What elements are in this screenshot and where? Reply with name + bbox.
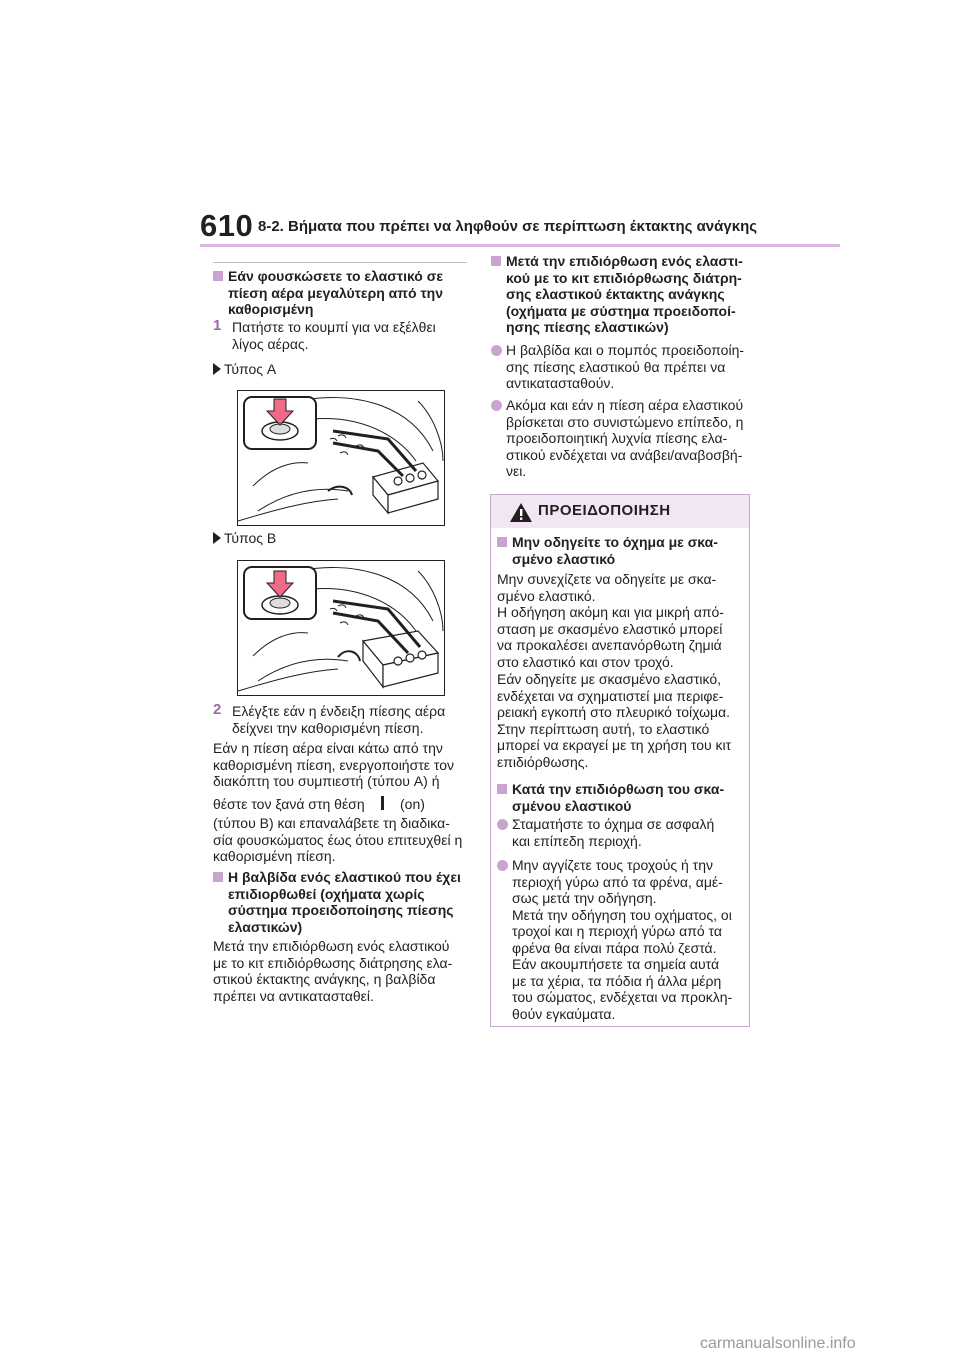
section-valve-no-tpms-text: Μετά την επιδιόρθωση ενός ελαστικού με το κιτ επιδιόρθωσης διάτρησης ελα- στικού έκτακτης ανάγκης, η βαλβίδα πρέπει να αντικατασταθεί. [213, 938, 453, 1004]
figure-type-a-drawing [238, 391, 444, 525]
warning-triangle-icon [509, 502, 533, 523]
section-square-marker [491, 256, 501, 266]
type-a-label: Τύπος A [224, 361, 277, 377]
watermark: carmanualsonline.info [700, 1335, 856, 1352]
bullet-warning-light: Ακόμα και εάν η πίεση αέρα ελαστικού βρίσκεται στο συνιστώμενο επίπεδο, η προειδοποιητική λυχνία πίεσης ελα- στικού ενδέχεται να ανάβει/αναβοσβή- νει. [506, 397, 744, 479]
step-2-text: Ελέγξτε εάν η ένδειξη πίεσης αέρα δείχνει την καθορισμένη πίεση. [232, 703, 446, 736]
warning-sub-title-repairing: Κατά την επιδιόρθωση του σκα- σμένου ελαστικού [512, 781, 725, 814]
paragraph-repeat: (τύπου B) και επαναλάβετε τη διαδικα- σία φουσκώματος έως ότου επιτευχθεί η καθορισμένη πίεση. [213, 815, 463, 864]
bullet-dot-icon [491, 400, 502, 411]
triangle-bullet-icon [213, 363, 221, 375]
running-title: 8-2. Βήματα που πρέπει να ληφθούν σε περίπτωση έκτακτης ανάγκης [258, 218, 758, 235]
section-square-marker [213, 872, 223, 882]
type-b-label: Τύπος B [224, 530, 277, 546]
warning-bullet-stop-vehicle: Σταματήστε το όχημα σε ασφαλή και επίπεδη περιοχή. [512, 816, 715, 849]
figure-type-a [237, 390, 445, 526]
step-number-1: 1 [213, 317, 222, 334]
page-number: 610 [200, 208, 254, 243]
triangle-bullet-icon [213, 532, 221, 544]
bullet-valve-replace: Η βαλβίδα και ο πομπός προειδοποίη- σης πίεσης ελαστικού θα πρέπει να αντικατασταθούν. [506, 342, 745, 391]
header-rule [200, 244, 840, 247]
warning-title: ΠΡΟΕΙΔΟΠΟΙΗΣΗ [538, 502, 671, 519]
warning-flat-tire-text-1: Μην συνεχίζετε να οδηγείτε με σκα- σμένο ελαστικό. Η οδήγηση ακόμη και για μικρή από- σταση με σκασμένο ελαστικό μπορεί να προκαλέσει ανεπανόρθωτη ζημιά στο ελαστικό και στον τροχό. [497, 571, 724, 670]
warning-sub-title-flat-tire: Μην οδηγείτε το όχημα με σκα- σμένο ελαστικό [512, 534, 718, 567]
step-1-text: Πατήστε το κουμπί για να εξέλθει λίγος αέρας. [232, 319, 436, 352]
paragraph-low-pressure: Εάν η πίεση αέρα είναι κάτω από την καθορισμένη πίεση, ενεργοποιήστε τον διακόπτη του συμπιεστή (τύπου A) ή [213, 740, 455, 789]
column-divider [213, 262, 467, 263]
paragraph-on-position-line: θέστε τον ξανά στη θέση [213, 796, 365, 812]
figure-type-b-drawing [238, 561, 444, 695]
bullet-dot-icon [497, 860, 508, 871]
bullet-dot-icon [491, 345, 502, 356]
bullet-dot-icon [497, 819, 508, 830]
section-square-marker [497, 537, 507, 547]
section-title-overinflated: Εάν φουσκώσετε το ελαστικό σε πίεση αέρα μεγαλύτερη από την καθορισμένη [228, 268, 444, 317]
section-title-after-repair-tpms: Μετά την επιδιόρθωση ενός ελαστι- κού με το κιτ επιδιόρθωσης διάτρη- σης ελαστικού έκτακτης ανάγκης (οχήματα με σύστημα προειδοποί- ησης πίεσης ελαστικών) [506, 253, 743, 335]
section-square-marker [213, 271, 223, 281]
step-number-2: 2 [213, 701, 222, 718]
on-label: (on) [400, 796, 425, 812]
warning-bullet-hot-brakes: Μην αγγίζετε τους τροχούς ή την περιοχή γύρω από τα φρένα, αμέ- σως μετά την οδήγηση. Μετά την οδήγηση του οχήματος, οι τροχοί και η περιοχή γύρω από τα φρένα θα είναι πάρα πολύ ζεστά. Εάν ακουμπήσετε τα σημεία αυτά με τα χέρια, τα πόδια ή άλλα μέρη του σώματος, ενδέχεται να προκλη- θούν εγκαύματα. [512, 857, 733, 1022]
section-title-valve-no-tpms: Η βαλβίδα ενός ελαστικού που έχει επιδιορθωθεί (οχήματα χωρίς σύστημα προειδοποίησης πίεσης ελαστικών) [228, 869, 461, 935]
warning-flat-tire-text-2: Εάν οδηγείτε με σκασμένο ελαστικό, ενδέχεται να σχηματιστεί μια περιφε- ρειακή εγκοπή στο πλευρικό τοίχωμα. Στην περίπτωση αυτή, το ελαστικό μπορεί να εκραγεί με τη χρήση του κιτ επιδιόρθωσης. [497, 671, 732, 770]
figure-type-b [237, 560, 445, 696]
section-square-marker [497, 784, 507, 794]
on-position-symbol-icon [381, 796, 384, 810]
